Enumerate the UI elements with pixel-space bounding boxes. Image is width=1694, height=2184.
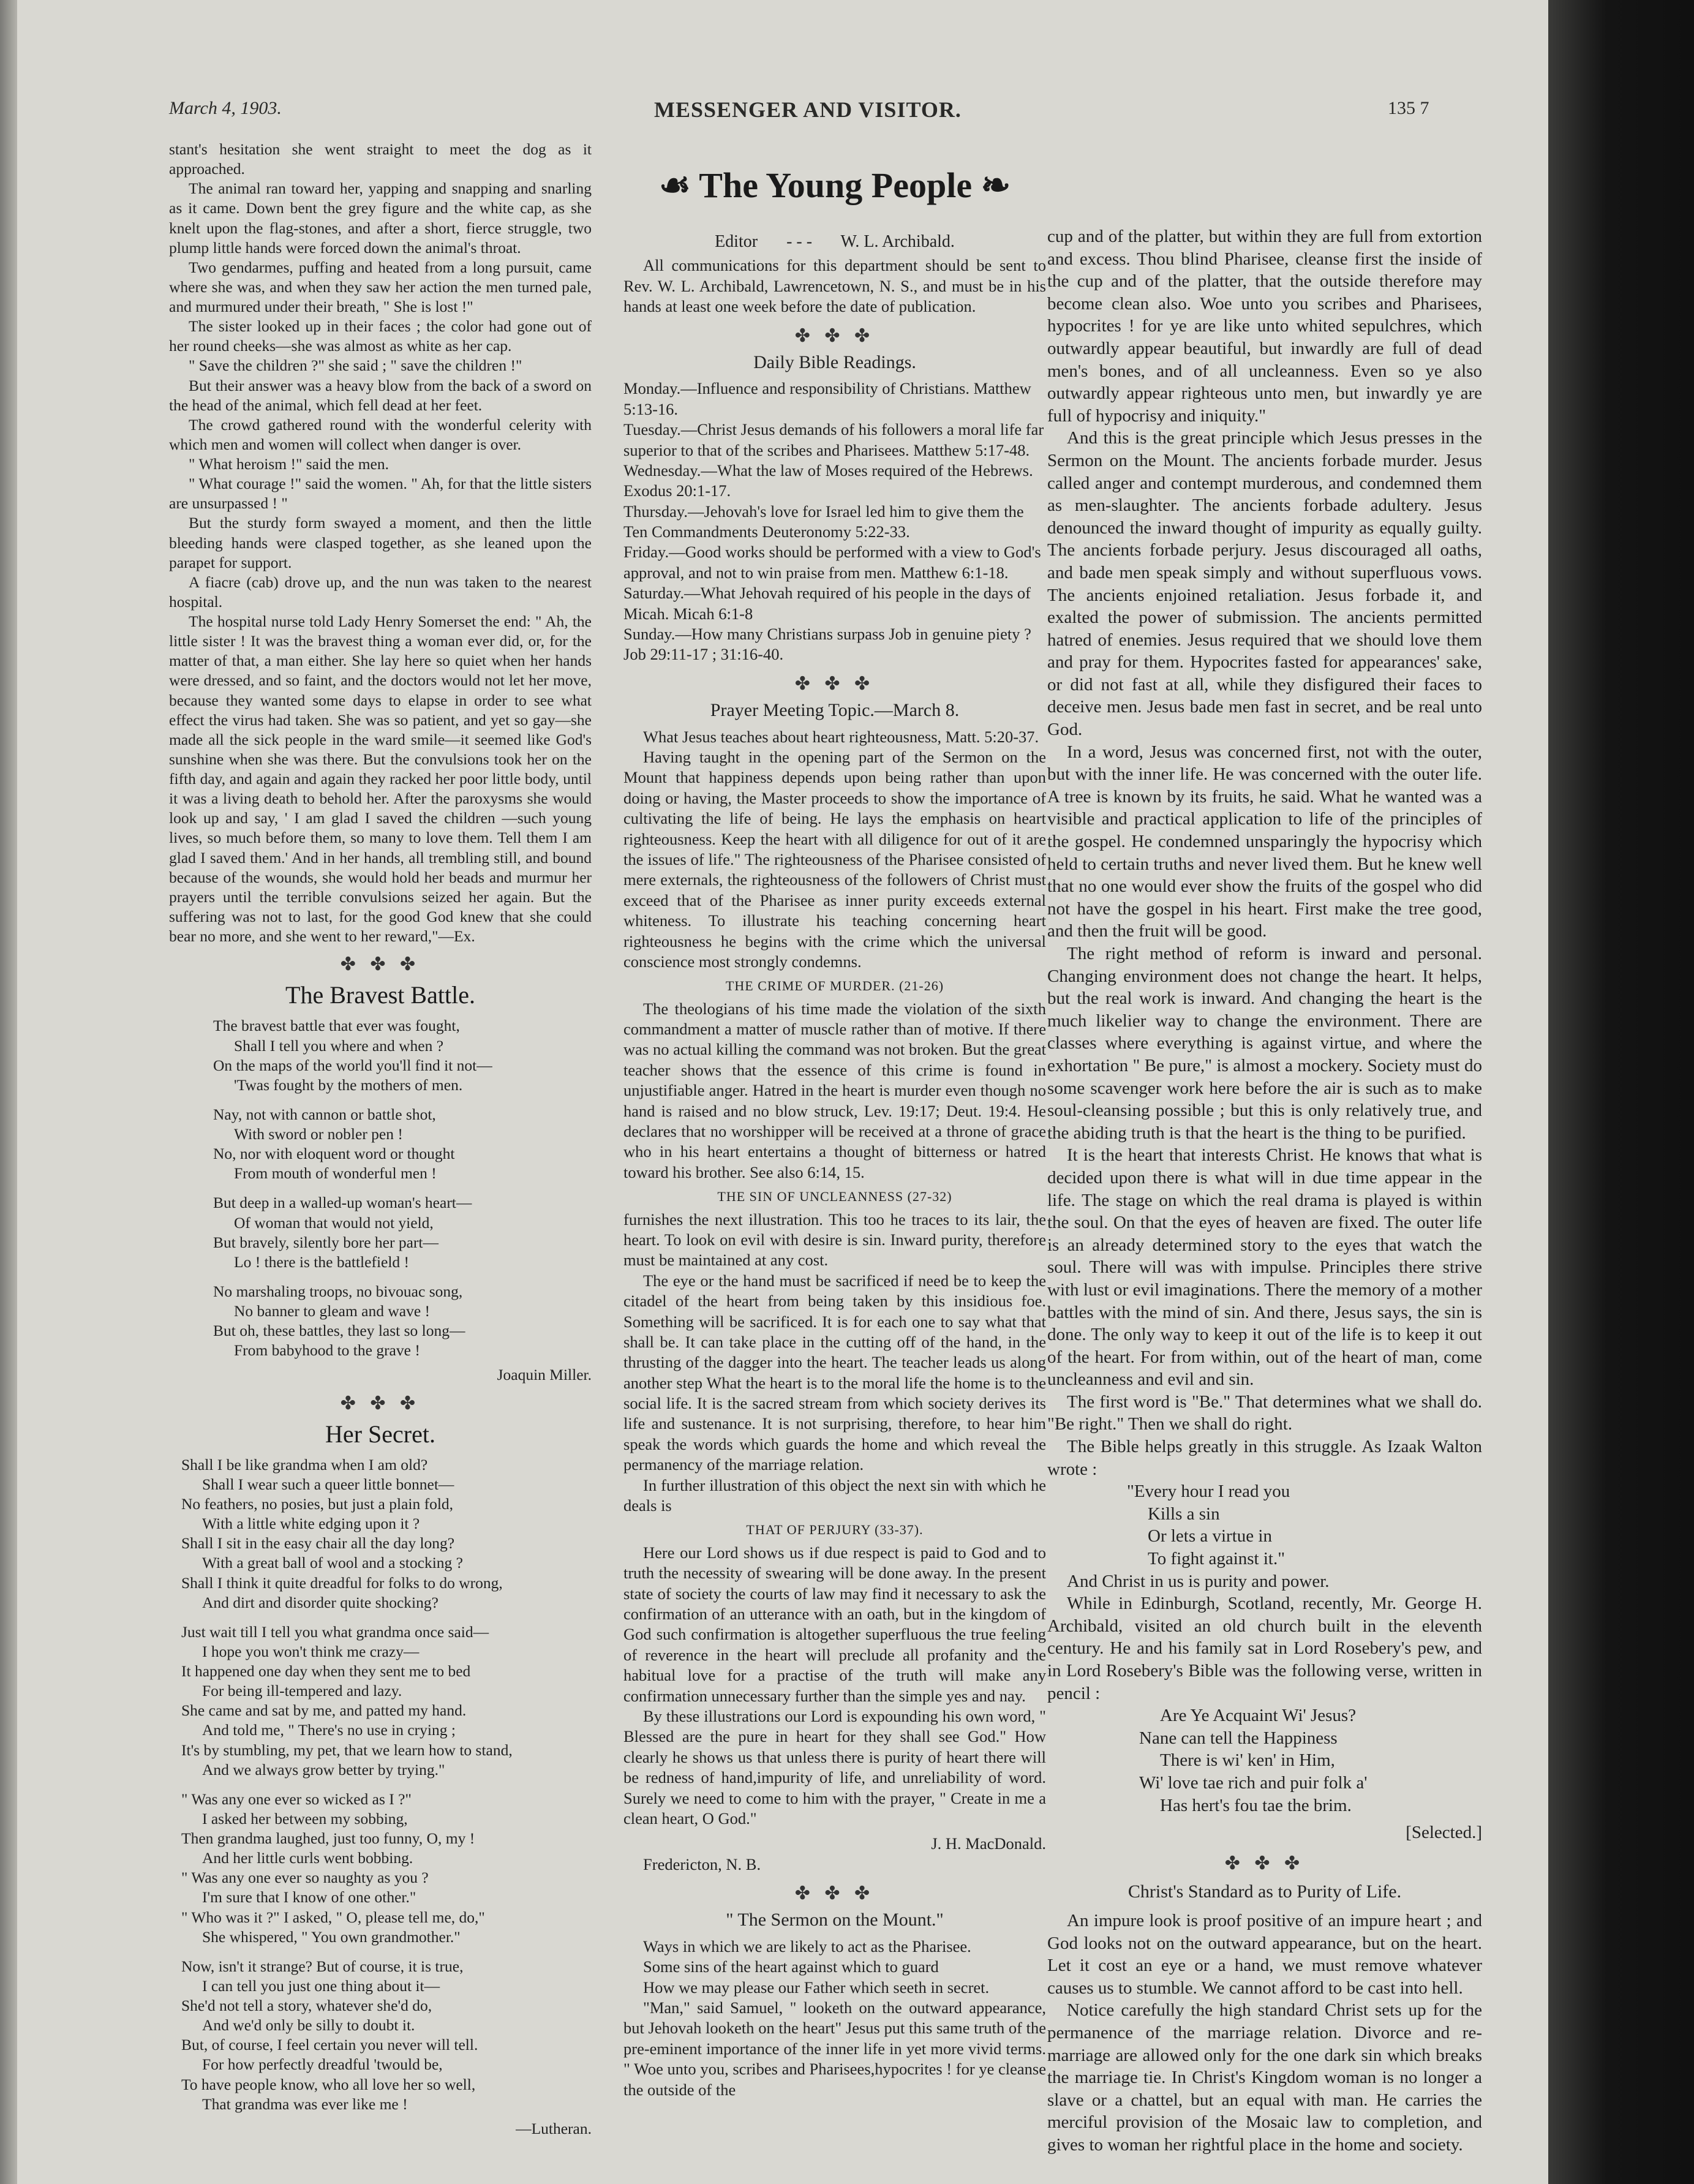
reading-item: Monday.—Influence and responsibility of Christians. Matthew 5:13-16. — [623, 379, 1031, 418]
article-paragraph: "Man," said Samuel, " looketh on the outward appearance, but Jehovah looketh on the heart" Jesus put this same truth of the pre-eminent importance of the inner life in yet more vivid terms. " Woe unto you, scribes and Pharisees,hypocrites ! for ye cleanse the outside of the — [623, 1998, 1046, 2099]
sermon-line: Ways in which we are likely to act as the Pharisee. — [643, 1937, 971, 1956]
poem-line: Lo ! there is the battlefield ! — [234, 1252, 410, 1271]
poem-line: No feathers, no posies, but just a plain fold, — [181, 1495, 454, 1513]
poem-line: From babyhood to the grave ! — [234, 1341, 420, 1360]
article-paragraph: Having taught in the opening part of the Sermon on the Mount that happiness depends upon being rather than upon doing or having, the Master proceeds to show the importance of cultivating the life of being. He lays the emphasis on heart righteousness. Keep the heart with all diligence for out of it are the issues of life." The righteousness of the Pharisee consisted of mere externals, the righteousness of the followers of Christ must exceed that of the Pharisee as inner purity exceeds external whiteness. To illustrate his teaching concerning heart righteousness he begins with the crime which the universal conscience most strongly condemns. — [623, 747, 1046, 971]
section-ornament: ✤ ✤ ✤ — [1224, 1853, 1305, 1873]
poem-line: Shall I wear such a queer little bonnet— — [202, 1475, 454, 1493]
poem-line: And told me, " There's no use in crying ; — [202, 1721, 456, 1739]
selected-note: [Selected.] — [1406, 1823, 1482, 1843]
quote-line: To fight against it." — [1148, 1549, 1286, 1569]
section-ornament: ✤ ✤ ✤ — [340, 954, 421, 975]
reading-item: Saturday.—What Jehovah required of his people in the days of Micah. Micah 6:1-8 — [623, 584, 1031, 623]
poem-line: For being ill-tempered and lazy. — [202, 1682, 402, 1700]
verse-line: Nane can tell the Happiness — [1139, 1728, 1338, 1748]
article-paragraph: " Save the children ?" she said ; " save the children !" — [189, 356, 522, 375]
article-paragraph: The hospital nurse told Lady Henry Somerset the end: " Ah, the little sister ! It was the bravest thing a woman ever did, or, for the matter of that, a man either. She lay here so quiet when her hands were dressed, and so faint, and the doctors would not let her move, because they wanted some days to elapse in order to see what effect the virus had taken. She was so patient, and yet so gay—she made all the sick people in the ward smile—it seemed like God's sunshine when she was there. But the convulsions took her on the fifth day, and again and again they racked her poor little body, until it was a living death to behold her. After the paroxysms she would look up and say, ' I am glad I saved the children —such young lives, so much before them, so many to love them. Tell them I am glad I saved them.' And in her hands, all trembling still, and bound because of the wounds, she would hold her beads and murmur her prayers until the terrible convulsions seized her again. But the suffering was not to last, for the good God knew that she could bear no more, and she went to her reward,"—Ex. — [169, 612, 592, 945]
poem-line: It happened one day when they sent me to bed — [181, 1662, 471, 1680]
article-paragraph: What Jesus teaches about heart righteousness, Matt. 5:20-37. — [643, 727, 1039, 746]
poem-line: Shall I tell you where and when ? — [234, 1036, 444, 1055]
poem-line: From mouth of wonderful men ! — [234, 1164, 437, 1183]
subheading: THAT OF PERJURY (33-37). — [746, 1522, 924, 1538]
quote-line: "Every hour I read you — [1127, 1482, 1290, 1502]
reading-item: Friday.—Good works should be performed with a view to God's approval, and not to win praise from men. Matthew 6:1-18. — [623, 543, 1041, 582]
article-paragraph: The right method of reform is inward and personal. Changing environment does not change the heart. It helps, but the real work is inward. And changing the heart is the much likelier way to change the environment. There are classes where everything is against virtue, and where the exhortation " Be pure," is almost a mockery. Society must do some scavenger work here before the air is such as to make soul-cleansing possible ; but this is only relatively true, and the abiding truth is that the heart is the thing to be purified. — [1047, 944, 1482, 1143]
poem-title: The Bravest Battle. — [285, 981, 475, 1009]
article-paragraph: By these illustrations our Lord is expounding his own word, " Blessed are the pure in heart for they shall see God." How clearly he shows us that unless there is purity of heart there will be redness of hand,impurity of life, and unreliability of word. Surely we need to come to him with the prayer, " Create in me a clean heart, O God." — [623, 1706, 1046, 1828]
poem-line: " Was any one ever so naughty as you ? — [181, 1869, 429, 1887]
page-number: 135 7 — [1388, 98, 1429, 118]
subsection-title: Christ's Standard as to Purity of Life. — [1127, 1881, 1402, 1902]
article-paragraph: A fiacre (cab) drove up, and the nun was taken to the nearest hospital. — [169, 573, 592, 611]
article-paragraph: The animal ran toward her, yapping and snapping and snarling as it came. Down bent the grey figure and the white cap, as she knelt upon the flag-stones, and after a short, fierce struggle, two plump little hands were forced down the animal's throat. — [169, 179, 592, 257]
article-paragraph: Two gendarmes, puffing and heated from a long pursuit, came where she was, and when they saw her action the men turned pale, and murmured under their breath, " She is lost !" — [169, 258, 592, 315]
article-paragraph: An impure look is proof positive of an impure heart ; and God looks not on the outward appearance, but on the heart. Let it cost an eye or a hand, we must remove whatever causes us to stumble. We cannot afford to be cast into hell. — [1047, 1910, 1482, 1998]
poem-line: On the maps of the world you'll find it not— — [213, 1056, 492, 1074]
poem-line: And dirt and disorder quite shocking? — [202, 1593, 439, 1611]
masthead: MESSENGER AND VISITOR. — [654, 97, 962, 122]
verse-line: Wi' love tae rich and puir folk a' — [1139, 1772, 1368, 1793]
article-paragraph: In a word, Jesus was concerned first, not with the outer, but with the inner life. He was concerned with the outer life. A tree is known by its fruits, he said. What he wanted was a visible and practical application to life of the principles of the gospel. He condemned unsparingly the hypocrisy which held to certain truths and never lived them. But he knew well that no one would ever show the fruits of the gospel who did not have the gospel in his heart. First make the tree good, and then the fruit will be good. — [1047, 742, 1482, 941]
poem-bravest-battle — [169, 1016, 592, 1360]
section-ornament: ✤ ✤ ✤ — [794, 1883, 875, 1904]
column-left — [169, 140, 592, 2139]
subheading: THE CRIME OF MURDER. (21-26) — [725, 978, 944, 994]
article-paragraph: And Christ in us is purity and power. — [1067, 1571, 1330, 1591]
subsection-title: Prayer Meeting Topic.—March 8. — [710, 700, 960, 721]
poem-line: And we'd only be silly to doubt it. — [202, 2016, 415, 2035]
poem-line: She whispered, " You own grandmother." — [202, 1927, 461, 1946]
poem-line: That grandma was ever like me ! — [202, 2095, 408, 2113]
article-paragraph: And this is the great principle which Jesus presses in the Sermon on the Mount. The ancients forbade murder. Jesus called anger and contempt murderous, and condemned them as men-slaughter. The ancients forbade adultery. Jesus denounced the inward thought of impurity as equally guilty. The ancients forbade perjury. Jesus discouraged all oaths, and bade men speak simply and without superfluous vows. The ancients enjoined retaliation. Jesus forbade it, and exalted the power of submission. The ancients permitted hatred of enemies. Jesus required that we should love them and pray for them. Hypocrites fasted for appearances' sake, or did not fast at all, while they disfigured their faces to deceive men. Jesus bade men fast in secret, and be real unto God. — [1047, 428, 1482, 740]
poem-line: It's by stumbling, my pet, that we learn how to stand, — [181, 1741, 513, 1759]
poem-line: But bravely, silently bore her part— — [213, 1233, 439, 1251]
article-paragraph: " What heroism !" said the men. — [189, 455, 389, 473]
poem-line: I'm sure that I know of one other." — [202, 1888, 416, 1907]
section-ornament: ✤ ✤ ✤ — [794, 325, 875, 346]
page-header — [17, 98, 1548, 129]
verse-line: Are Ye Acquaint Wi' Jesus? — [1160, 1706, 1357, 1726]
verse-line: Has hert's fou tae the brim. — [1160, 1795, 1352, 1815]
title-ornament-left: ☙ — [658, 165, 691, 205]
quote-line: Or lets a virtue in — [1148, 1526, 1272, 1546]
editor-line — [623, 232, 1046, 252]
article-paragraph: " What courage !" said the women. " Ah, for that the little sisters are unsurpassed ! " — [169, 475, 592, 513]
verse-line: There is wi' ken' in Him, — [1160, 1750, 1335, 1771]
poem-line: Shall I sit in the easy chair all the day long? — [181, 1534, 455, 1553]
subsection-title: Daily Bible Readings. — [753, 352, 916, 372]
article-paragraph: furnishes the next illustration. This too he traces to its lair, the heart. To look on evil with desire is sin. Inward purity, therefore must be maintained at any cost. — [623, 1210, 1046, 1270]
poem-line: I hope you won't think me crazy— — [202, 1642, 420, 1660]
poem-line: For how perfectly dreadful 'twould be, — [202, 2055, 443, 2074]
column-right — [1047, 225, 1482, 2156]
walton-quote — [1047, 1480, 1482, 1570]
reading-item: Thursday.—Jehovah's love for Israel led him to give them the Ten Commandments Deuteronomy 5:22-33. — [623, 502, 1024, 541]
reading-item: Tuesday.—Christ Jesus demands of his followers a moral life far superior to that of the scribes and Pharisees. Matthew 5:17-48. — [623, 420, 1044, 459]
reading-item: Sunday.—How many Christians surpass Job in genuine piety ? Job 29:11-17 ; 31:16-40. — [623, 625, 1031, 664]
poem-her-secret — [169, 1455, 592, 2114]
article-paragraph: cup and of the platter, but within they are full from extortion and excess. Thou blind Pharisee, cleanse first the inside of the cup and of the platter, that the outside therefore may become clean also. Woe unto you scribes and Pharisees, hypocrites ! for ye are like unto whited sepulchres, which outwardly appear beautiful, but inwardly are full of dead men's bones, and of all uncleanness. Even so ye also outwardly appear righteous unto men, but inwardly ye are full of hypocrisy and iniquity." — [1047, 227, 1482, 426]
poem-line: Then grandma laughed, just too funny, O, my ! — [181, 1829, 475, 1847]
poem-line: With sword or nobler pen ! — [234, 1125, 403, 1143]
newspaper-page — [17, 0, 1548, 2184]
section-ornament: ✤ ✤ ✤ — [794, 673, 875, 694]
pencil-verse — [1047, 1704, 1482, 1817]
article-paragraph: stant's hesitation she went straight to meet the dog as it approached. — [169, 140, 592, 178]
scan-border-right — [1548, 0, 1694, 2184]
poem-line: No, nor with eloquent word or thought — [213, 1145, 455, 1163]
title-ornament-right: ❧ — [981, 165, 1011, 205]
article-paragraph: But their answer was a heavy blow from the back of a sword on the head of the animal, which fell dead at her feet. — [169, 376, 592, 414]
poem-line: I can tell you just one thing about it— — [202, 1976, 440, 1995]
issue-date: March 4, 1903. — [169, 98, 282, 118]
poem-line: Shall I be like grandma when I am old? — [181, 1455, 428, 1474]
poem-line: " Was any one ever so wicked as I ?" — [181, 1790, 412, 1808]
section-title — [623, 164, 1046, 206]
poem-line: The bravest battle that ever was fought, — [213, 1017, 460, 1035]
article-paragraph: The eye or the hand must be sacrificed if need be to keep the citadel of the heart from being taken by this insidious foe. Something will be sacrificed. It is for each one to say what that shall be. It can take place in the cutting off of the hand, in the thrusting of the dagger into the heart. The teacher leads us along another step What the heart is to the moral life the home is to the social life. It is the sacred stream from which society derives its life and sustenance. It is not surprising, therefore, to hear him speak the words which guards the home and which reveal the permanency of the marriage relation. — [623, 1271, 1046, 1474]
article-paragraph: Notice carefully the high standard Christ sets up for the permanence of the marriage relation. Divorce and re-marriage are allowed only for the one dark sin which breaks the marriage tie. In Christ's Kingdom woman is no longer a slave or a chattel, but an equal with man. He carries the merciful provision of the Mosaic law to completion, and gives to woman her rightful place in the home and society. — [1047, 2000, 1482, 2155]
poem-line: Nay, not with cannon or battle shot, — [213, 1105, 436, 1123]
poem-line: No marshaling troops, no bivouac song, — [213, 1282, 463, 1300]
editor-name: W. L. Archibald. — [840, 232, 955, 251]
poem-line: " Who was it ?" I asked, " O, please tell me, do," — [181, 1908, 485, 1926]
article-paragraph: Here our Lord shows us if due respect is paid to God and to truth the necessity of swearing will be done away. In the present state of society the courts of law may find it necessary to ask the confirmation of an utterance with an oath, but in the kingdom of God such confirmation is altogether superfluous the true feeling of reverence in the heart will preclude all profanity and the habitual love for a practise of the truth will make any confirmation unnecessary further than the simple yes and nay. — [623, 1543, 1046, 1705]
poem-line: Shall I think it quite dreadful for folks to do wrong, — [181, 1573, 503, 1592]
article-paragraph: It is the heart that interests Christ. He knows that what is decided upon there is what will in due time appear in the life. The stage on which the real drama is played is within the soul. On that the eyes of heaven are fixed. The outer life is an already determined story to the eyes that watch the soul. There will was with impulse. Principles there strive with lust or evil imaginations. There the memory of a mother battles with the mind of sin. And there, Jesus says, the sin is done. The only way to keep it out of the life is to keep it out of the heart. For from within, out of the heart of man, come uncleanness and evil and sin. — [1047, 1145, 1482, 1390]
page-gutter-left — [0, 0, 17, 2184]
poem-line: With a great ball of wool and a stocking ? — [202, 1554, 463, 1572]
article-paragraph: The sister looked up in their faces ; the color had gone out of her round cheeks—she was almost as white as her cap. — [169, 317, 592, 355]
article-paragraph: The first word is "Be." That determines what we shall do. "Be right." Then we shall do right. — [1047, 1391, 1482, 1434]
poem-line: She came and sat by me, and patted my hand. — [181, 1701, 467, 1720]
poem-line: I asked her between my sobbing, — [202, 1809, 408, 1828]
poem-author: —Lutheran. — [516, 2119, 592, 2137]
poem-line: But oh, these battles, they last so long— — [213, 1322, 465, 1340]
article-paragraph: The crowd gathered round with the wonderful celerity with which men and women will collect when danger is over. — [169, 415, 592, 453]
poem-line: But deep in a walled-up woman's heart— — [213, 1194, 472, 1212]
poem-line: With a little white edging upon it ? — [202, 1515, 420, 1533]
poem-line: 'Twas fought by the mothers of men. — [234, 1075, 463, 1094]
poem-line: Just wait till I tell you what grandma once said— — [181, 1622, 489, 1641]
poem-line: She'd not tell a story, whatever she'd do, — [181, 1997, 432, 2014]
article-paragraph: The Bible helps greatly in this struggle. As Izaak Walton wrote : — [1047, 1437, 1482, 1479]
article-paragraph: But the sturdy form swayed a moment, and then the little bleeding hands were clasped together, as she leaned upon the parapet for support. — [169, 514, 592, 571]
poem-line: No banner to gleam and wave ! — [234, 1302, 431, 1320]
column-middle — [623, 225, 1046, 2100]
poem-line: Of woman that would not yield, — [234, 1213, 434, 1232]
quote-line: Kills a sin — [1148, 1504, 1220, 1524]
editor-label: Editor — [715, 232, 758, 251]
poem-line: Now, isn't it strange? But of course, it is true, — [181, 1957, 464, 1975]
editor-dashes: - - - — [786, 232, 813, 251]
poem-line: And we always grow better by trying." — [202, 1760, 445, 1779]
reading-item: Wednesday.—What the law of Moses required of the Hebrews. Exodus 20:1-17. — [623, 461, 1033, 500]
section-ornament: ✤ ✤ ✤ — [340, 1393, 421, 1414]
subsection-title: " The Sermon on the Mount." — [726, 1910, 944, 1930]
article-paragraph: In further illustration of this object the next sin with which he deals is — [623, 1475, 1046, 1515]
daily-readings-list — [623, 378, 1046, 665]
article-paragraph: All communications for this department should be sent to Rev. W. L. Archibald, Lawrencetown, N. S., and must be in his hands at least one week before the date of publication. — [623, 256, 1046, 316]
poem-author: Joaquin Miller. — [497, 1366, 592, 1384]
poem-line: But, of course, I feel certain you never will tell. — [181, 2036, 478, 2054]
article-place: Fredericton, N. B. — [643, 1855, 761, 1873]
sermon-line: Some sins of the heart against which to guard — [643, 1957, 939, 1976]
poem-line: To have people know, who all love her so well, — [181, 2075, 476, 2093]
section-title-text: The Young People — [699, 165, 973, 205]
article-signature: J. H. MacDonald. — [931, 1834, 1046, 1853]
article-paragraph: While in Edinburgh, Scotland, recently, Mr. George H. Archibald, visited an old church built in the eleventh century. He and his family sat in Lord Rosebery's pew, and in Lord Rosebery's Bible was the following verse, written in pencil : — [1047, 1594, 1482, 1703]
article-paragraph: The theologians of his time made the violation of the sixth commandment a matter of muscle rather than of motive. If there was no actual killing the command was not broken. But the great teacher shows that the essence of this crime is found in unjustifiable anger. Hatred in the heart is murder even though no hand is raised and no blow struck, Lev. 19:17; Deut. 19:4. He declares that no worshipper will be received at a throne of grace who in his heart entertains a thought of bitterness or hatred toward his brother. See also 6:14, 15. — [623, 999, 1046, 1181]
sermon-line: How we may please our Father which seeth in secret. — [643, 1978, 990, 1997]
poem-title: Her Secret. — [325, 1420, 435, 1448]
poem-line: And her little curls went bobbing. — [202, 1849, 413, 1867]
subheading: THE SIN OF UNCLEANNESS (27-32) — [717, 1189, 952, 1205]
